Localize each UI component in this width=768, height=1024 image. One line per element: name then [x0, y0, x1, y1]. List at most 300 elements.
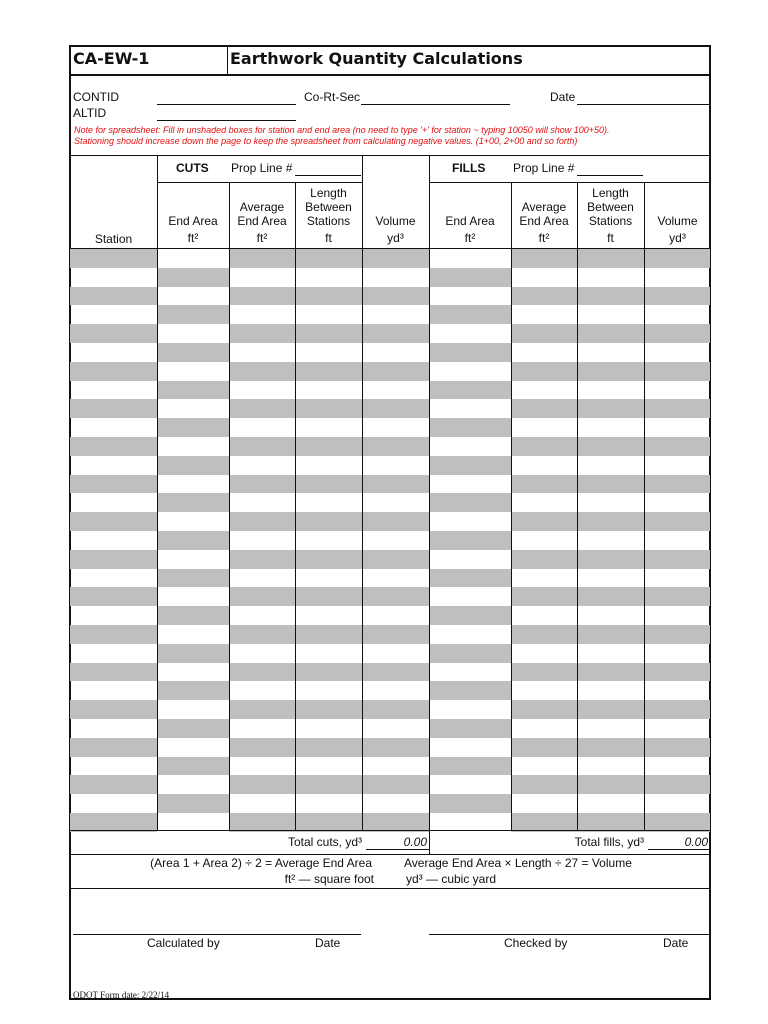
fills-label: FILLS — [452, 161, 486, 175]
grid-cell — [295, 381, 362, 400]
grid-cell — [362, 268, 429, 287]
cuts-col-endarea: End Area — [168, 214, 218, 228]
grid-cell — [362, 399, 429, 418]
grid-cell — [511, 456, 577, 475]
col-divider-cuts-avg — [295, 182, 296, 830]
grid-cell — [644, 794, 710, 813]
grid-cell — [577, 418, 644, 437]
grid-cell — [644, 569, 710, 588]
grid-cell — [644, 512, 710, 531]
grid-cell — [644, 606, 710, 625]
grid-cell — [157, 343, 229, 362]
grid-cell — [70, 287, 157, 306]
grid-cell[interactable] — [70, 305, 157, 324]
date-label: Date — [550, 90, 576, 104]
grid-cell — [644, 324, 710, 343]
date-field[interactable] — [577, 104, 710, 105]
grid-cell — [229, 399, 295, 418]
col-divider-cuts-endarea — [229, 182, 230, 830]
grid-cell[interactable] — [70, 569, 157, 588]
grid-cell — [577, 512, 644, 531]
grid-cell — [511, 644, 577, 663]
checked-date-label: Date — [663, 936, 689, 950]
grid-cell — [229, 775, 295, 794]
grid-cell — [229, 550, 295, 569]
grid-cell — [229, 437, 295, 456]
grid-cell — [229, 757, 295, 776]
col-divider-fills-endarea — [511, 182, 512, 830]
grid-cell — [429, 305, 511, 324]
grid-cell — [362, 418, 429, 437]
grid-cell — [644, 719, 710, 738]
cuts-col-avg-l2: End Area — [237, 214, 287, 228]
grid-cell — [157, 531, 229, 550]
altid-label: ALTID — [73, 106, 107, 120]
grid-cell — [511, 362, 577, 381]
grid-cell[interactable] — [70, 493, 157, 512]
grid-cell — [70, 738, 157, 757]
grid-cell[interactable] — [429, 475, 511, 494]
grid-cell — [511, 738, 577, 757]
grid-cell — [362, 287, 429, 306]
grid-cell[interactable] — [429, 738, 511, 757]
grid-cell — [362, 362, 429, 381]
fills-col-len-l3: Stations — [588, 214, 633, 228]
grid-cell — [70, 587, 157, 606]
grid-cell — [577, 663, 644, 682]
grid-cell — [70, 813, 157, 832]
fills-col-len-unit: ft — [607, 231, 614, 245]
grid-cell — [577, 493, 644, 512]
grid-cell — [229, 475, 295, 494]
grid-cell — [295, 418, 362, 437]
grid-cell — [429, 456, 511, 475]
grid-cell — [429, 757, 511, 776]
grid-cell — [577, 550, 644, 569]
grid-cell — [644, 249, 710, 268]
grid-cell — [362, 663, 429, 682]
grid-cell[interactable] — [70, 418, 157, 437]
grid-cell — [511, 287, 577, 306]
grid-cell — [362, 625, 429, 644]
totals-bottom-rule — [69, 854, 711, 855]
grid-cell — [295, 437, 362, 456]
grid-cell[interactable] — [429, 663, 511, 682]
grid-cell — [362, 719, 429, 738]
grid-cell — [229, 268, 295, 287]
checked-by-line[interactable] — [429, 934, 710, 935]
corts-field[interactable] — [361, 104, 510, 105]
grid-cell — [362, 343, 429, 362]
grid-cell — [577, 249, 644, 268]
grid-cell — [577, 268, 644, 287]
vol-formula: Average End Area × Length ÷ 27 = Volume — [404, 856, 632, 870]
grid-cell — [295, 663, 362, 682]
grid-cell — [511, 663, 577, 682]
grid-cell — [644, 399, 710, 418]
grid-cell — [511, 550, 577, 569]
grid-cell — [229, 287, 295, 306]
grid-cell[interactable] — [429, 625, 511, 644]
grid-cell — [429, 381, 511, 400]
fills-col-avg-l2: End Area — [519, 214, 569, 228]
fills-prop-line-field[interactable] — [577, 175, 643, 176]
grid-cell — [362, 606, 429, 625]
grid-cell — [644, 305, 710, 324]
grid-cell — [295, 287, 362, 306]
grid-cell — [229, 343, 295, 362]
fills-col-endarea: End Area — [445, 214, 495, 228]
grid-cell[interactable] — [157, 362, 229, 381]
grid-cell — [644, 437, 710, 456]
grid-cell — [362, 249, 429, 268]
grid-cell[interactable] — [429, 287, 511, 306]
grid-cell — [511, 324, 577, 343]
grid-cell — [362, 550, 429, 569]
grid-cell — [70, 775, 157, 794]
grid-cell — [362, 531, 429, 550]
grid-cell — [362, 700, 429, 719]
cuts-col-avg-l1: Average — [239, 200, 285, 214]
grid-cell — [229, 381, 295, 400]
fills-col-volume: Volume — [657, 214, 698, 228]
grid-cell — [295, 550, 362, 569]
grid-cell — [295, 757, 362, 776]
grid-cell — [157, 456, 229, 475]
grid-cell — [511, 512, 577, 531]
totals-top-rule — [69, 830, 711, 831]
grid-cell — [511, 606, 577, 625]
grid-cell — [295, 305, 362, 324]
grid-cell — [577, 324, 644, 343]
grid-cell — [511, 399, 577, 418]
grid-cell — [511, 700, 577, 719]
grid-cell — [577, 305, 644, 324]
grid-cell — [511, 775, 577, 794]
grid-cell — [511, 813, 577, 832]
grid-cell — [577, 399, 644, 418]
grid-cell — [229, 738, 295, 757]
grid-cell — [644, 813, 710, 832]
grid-cell[interactable] — [429, 587, 511, 606]
yd3-definition: yd³ — cubic yard — [406, 872, 497, 886]
grid-cell — [644, 700, 710, 719]
grid-cell[interactable] — [429, 813, 511, 832]
grid-cell[interactable] — [70, 757, 157, 776]
grid-cell — [362, 681, 429, 700]
grid-cell[interactable] — [70, 794, 157, 813]
grid-cell — [362, 757, 429, 776]
cuts-col-len-l2: Between — [305, 200, 352, 214]
corts-label: Co-Rt-Sec — [304, 90, 361, 104]
grid-cell — [429, 493, 511, 512]
form-id: CA-EW-1 — [73, 49, 150, 68]
fills-col-len-l1: Length — [592, 186, 629, 200]
grid-cell — [577, 813, 644, 832]
grid-cell — [511, 493, 577, 512]
cuts-col-len-unit: ft — [325, 231, 332, 245]
grid-cell[interactable] — [157, 700, 229, 719]
grid-cell — [511, 587, 577, 606]
grid-cell — [295, 249, 362, 268]
grid-cell — [511, 681, 577, 700]
grid-cell — [229, 418, 295, 437]
grid-cell — [511, 437, 577, 456]
grid-cell — [577, 606, 644, 625]
grid-cell — [295, 399, 362, 418]
calculated-by-label: Calculated by — [147, 936, 220, 950]
grid-cell[interactable] — [429, 324, 511, 343]
grid-cell[interactable] — [429, 550, 511, 569]
grid-cell — [429, 794, 511, 813]
col-divider-station — [157, 155, 158, 830]
cuts-prop-line-field[interactable] — [295, 175, 361, 176]
grid-cell — [644, 381, 710, 400]
grid-cell — [511, 625, 577, 644]
grid-cell — [295, 531, 362, 550]
grid-cell — [229, 324, 295, 343]
grid-cell — [157, 569, 229, 588]
grid-cell[interactable] — [70, 456, 157, 475]
form-date-footer: ODOT Form date: 2/22/14 — [73, 990, 170, 1000]
grid-cell — [295, 475, 362, 494]
grid-cell[interactable] — [70, 644, 157, 663]
grid-cell — [429, 531, 511, 550]
calculated-date-label: Date — [315, 936, 341, 950]
grid-cell — [229, 305, 295, 324]
fills-col-volume-unit: yd³ — [669, 231, 686, 245]
grid-cell — [577, 625, 644, 644]
grid-cell[interactable] — [157, 550, 229, 569]
cuts-label: CUTS — [176, 161, 209, 175]
grid-cell — [362, 644, 429, 663]
grid-cell — [362, 381, 429, 400]
grid-cell[interactable] — [157, 437, 229, 456]
grid-cell — [157, 606, 229, 625]
calculated-by-line[interactable] — [73, 934, 361, 935]
grid-cell — [229, 625, 295, 644]
grid-cell — [362, 569, 429, 588]
grid-cell — [429, 644, 511, 663]
grid-cell[interactable] — [70, 531, 157, 550]
grid-cell — [644, 550, 710, 569]
grid-cell — [229, 663, 295, 682]
grid-cell — [295, 493, 362, 512]
avg-formula: (Area 1 + Area 2) ÷ 2 = Average End Area — [150, 856, 372, 870]
grid-cell — [644, 775, 710, 794]
grid-cell — [644, 268, 710, 287]
grid-cell — [229, 794, 295, 813]
grid-cell — [229, 512, 295, 531]
grid-cell[interactable] — [157, 512, 229, 531]
grid-cell — [429, 606, 511, 625]
grid-cell — [511, 794, 577, 813]
grid-cell — [362, 738, 429, 757]
grid-cell — [362, 512, 429, 531]
grid-cell[interactable] — [429, 512, 511, 531]
total-cuts-underline — [366, 849, 429, 850]
fills-col-len-l2: Between — [587, 200, 634, 214]
title-rule — [69, 74, 711, 76]
grid-cell — [429, 418, 511, 437]
cuts-col-volume-unit: yd³ — [387, 231, 404, 245]
grid-cell — [577, 794, 644, 813]
grid-cell[interactable] — [157, 625, 229, 644]
grid-cell — [295, 794, 362, 813]
total-cuts-label: Total cuts, yd³ — [287, 835, 362, 849]
grid-cell — [157, 305, 229, 324]
grid-cell — [70, 700, 157, 719]
grid-cell — [577, 287, 644, 306]
grid-cell — [295, 813, 362, 832]
grid-cell — [295, 569, 362, 588]
altid-field[interactable] — [157, 120, 296, 121]
checked-by-label: Checked by — [504, 936, 568, 950]
grid-cell — [229, 606, 295, 625]
grid-cell — [295, 587, 362, 606]
grid-cell[interactable] — [429, 399, 511, 418]
total-fills-value: 0.00 — [684, 835, 708, 849]
grid-cell — [229, 531, 295, 550]
grid-cell[interactable] — [157, 324, 229, 343]
col-divider-cuts-fills — [429, 155, 430, 855]
fills-prop-line-label: Prop Line # — [513, 161, 575, 175]
grid-cell — [362, 794, 429, 813]
grid-cell — [511, 418, 577, 437]
cuts-col-avg-unit: ft² — [256, 231, 268, 245]
note-line-1: Note for spreadsheet: Fill in unshaded boxes for station and end area (no need to type '+' for station ~ typing 10050 will show 100+50). — [74, 125, 610, 135]
grid-cell[interactable] — [157, 775, 229, 794]
grid-cell — [644, 343, 710, 362]
grid-cell — [577, 531, 644, 550]
grid-cell[interactable] — [70, 343, 157, 362]
contid-label: CONTID — [73, 90, 119, 104]
grid-cell — [229, 569, 295, 588]
grid-cell — [511, 381, 577, 400]
grid-cell — [577, 775, 644, 794]
grid-cell — [644, 663, 710, 682]
grid-cell — [511, 569, 577, 588]
grid-cell — [229, 813, 295, 832]
grid-cell — [295, 362, 362, 381]
grid-cell — [362, 813, 429, 832]
grid-cell — [511, 268, 577, 287]
grid-cell[interactable] — [157, 249, 229, 268]
grid-cell — [644, 418, 710, 437]
grid-cell — [577, 362, 644, 381]
contid-field[interactable] — [157, 104, 296, 105]
grid-cell — [70, 362, 157, 381]
grid-cell — [157, 268, 229, 287]
grid-cell — [644, 757, 710, 776]
grid-cell[interactable] — [429, 775, 511, 794]
grid-cell — [229, 644, 295, 663]
grid-cell — [295, 775, 362, 794]
grid-cell — [644, 738, 710, 757]
form-title: Earthwork Quantity Calculations — [230, 49, 523, 68]
grid-cell[interactable] — [157, 287, 229, 306]
grid-cell — [577, 738, 644, 757]
note-line-2: Stationing should increase down the page to keep the spreadsheet from calculating negative values. (1+00, 2+00 and so forth) — [74, 136, 578, 146]
grid-cell — [295, 456, 362, 475]
grid-cell — [511, 305, 577, 324]
table-top-rule — [69, 155, 711, 156]
grid-cell — [577, 644, 644, 663]
grid-cell — [70, 625, 157, 644]
grid-cell[interactable] — [429, 249, 511, 268]
grid-cell — [644, 475, 710, 494]
grid-cell — [429, 681, 511, 700]
grid-cell — [295, 681, 362, 700]
total-fills-underline — [648, 849, 710, 850]
grid-cell — [577, 681, 644, 700]
col-station: Station — [94, 232, 133, 246]
grid-cell — [644, 287, 710, 306]
grid-cell — [511, 343, 577, 362]
grid-cell[interactable] — [157, 399, 229, 418]
grid-cell — [429, 268, 511, 287]
grid-cell[interactable] — [157, 813, 229, 832]
grid-cell — [644, 625, 710, 644]
grid-cell[interactable] — [429, 362, 511, 381]
grid-cell[interactable] — [70, 268, 157, 287]
grid-cell — [157, 381, 229, 400]
grid-cell — [229, 456, 295, 475]
grid-cell[interactable] — [429, 437, 511, 456]
grid-cell — [229, 719, 295, 738]
grid-cell — [157, 418, 229, 437]
grid-cell[interactable] — [70, 681, 157, 700]
grid-cell — [577, 757, 644, 776]
cuts-subrule — [157, 182, 362, 183]
grid-cell[interactable] — [70, 606, 157, 625]
grid-cell — [644, 493, 710, 512]
grid-cell[interactable] — [70, 719, 157, 738]
grid-cell — [157, 719, 229, 738]
grid-cell — [511, 757, 577, 776]
grid-cell — [157, 493, 229, 512]
grid-cell — [295, 343, 362, 362]
col-divider-cuts-len — [362, 155, 363, 830]
fills-subrule — [429, 182, 711, 183]
grid-cell[interactable] — [157, 738, 229, 757]
grid-cell — [70, 475, 157, 494]
grid-cell — [229, 493, 295, 512]
fills-col-avg-l1: Average — [521, 200, 567, 214]
grid-cell — [295, 324, 362, 343]
total-cuts-value: 0.00 — [403, 835, 427, 849]
grid-cell[interactable] — [70, 381, 157, 400]
grid-cell — [295, 268, 362, 287]
grid-cell — [157, 794, 229, 813]
grid-cell — [644, 681, 710, 700]
grid-cell — [644, 456, 710, 475]
grid-cell[interactable] — [157, 587, 229, 606]
grid-cell — [362, 475, 429, 494]
grid-cell — [511, 531, 577, 550]
grid-cell — [295, 700, 362, 719]
grid-cell — [644, 531, 710, 550]
grid-cell — [577, 719, 644, 738]
grid-cell[interactable] — [157, 663, 229, 682]
grid-cell[interactable] — [157, 475, 229, 494]
grid-cell — [644, 587, 710, 606]
grid-cell — [295, 644, 362, 663]
grid-cell[interactable] — [429, 700, 511, 719]
total-fills-label: Total fills, yd³ — [574, 835, 644, 849]
cuts-col-len-l1: Length — [310, 186, 347, 200]
grid-cell — [362, 437, 429, 456]
